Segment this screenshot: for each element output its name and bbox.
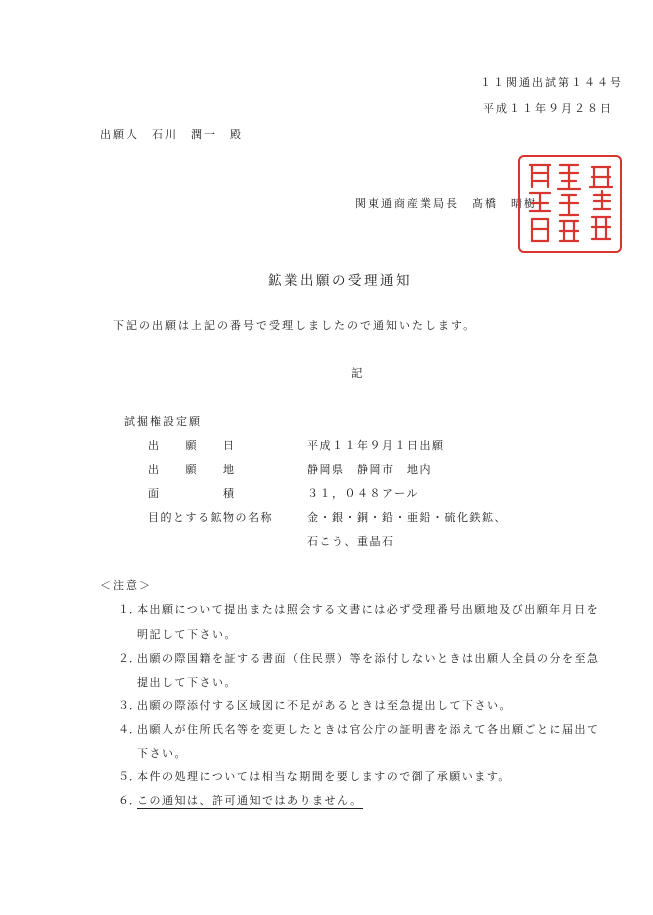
row-label-date: 出 願 日 bbox=[148, 439, 236, 452]
row-label-minerals: 目的とする鉱物の名称 bbox=[148, 511, 273, 524]
ki-mark: 記 bbox=[351, 366, 363, 380]
row-label-area: 面 積 bbox=[148, 487, 236, 500]
note-number: ６． bbox=[118, 794, 140, 807]
disclaimer-text: この通知は、許可通知ではありません。 bbox=[137, 794, 363, 807]
intro-text: 下記の出願は上記の番号で受理しましたので通知いたします。 bbox=[113, 319, 477, 332]
note-line-underlined bbox=[137, 792, 363, 808]
seal-icon bbox=[520, 157, 620, 251]
notes-heading: ＜注意＞ bbox=[100, 579, 152, 592]
note-line: 下さい。 bbox=[137, 747, 187, 760]
application-type: 試掘権設定願 bbox=[124, 415, 202, 428]
row-value-area: ３１，０４８アール bbox=[307, 487, 419, 500]
note-line: 提出して下さい。 bbox=[137, 676, 237, 689]
note-number: ３． bbox=[118, 699, 140, 712]
official-seal bbox=[518, 155, 622, 253]
document-title: 鉱業出願の受理通知 bbox=[268, 273, 412, 289]
issuer: 関東通商産業局長 髙橋 晴樹 bbox=[355, 197, 537, 210]
note-line: 出願人が住所氏名等を変更したときは官公庁の証明書を添えて各出願ごとに届出て bbox=[137, 723, 600, 736]
issue-date: 平成１１年９月２８日 bbox=[483, 102, 613, 115]
row-value-minerals: 金・銀・銅・鉛・亜鉛・硫化鉄鉱、 bbox=[307, 511, 507, 524]
note-number: ４． bbox=[118, 723, 140, 736]
note-line: 明記して下さい。 bbox=[137, 628, 237, 641]
row-value-location: 静岡県 静岡市 地内 bbox=[307, 463, 432, 476]
note-number: ２． bbox=[118, 652, 140, 665]
note-line: 本件の処理については相当な期間を要しますので御了承願います。 bbox=[137, 770, 511, 783]
doc-number: １１関通出試第１４４号 bbox=[480, 76, 623, 89]
note-line: 本出願について提出または照会する文書には必ず受理番号出願地及び出願年月日を bbox=[137, 603, 600, 616]
row-value-minerals-continued: 石こう、重晶石 bbox=[307, 535, 395, 548]
note-line: 出願の際添付する区域図に不足があるときは至急提出して下さい。 bbox=[137, 699, 512, 712]
note-line: 出願の際国籍を証する書面（住民票）等を添付しないときは出願人全員の分を至急 bbox=[137, 652, 600, 665]
recipient: 出願人 石川 潤一 殿 bbox=[100, 128, 243, 141]
note-number: １． bbox=[118, 603, 140, 616]
note-number: ５． bbox=[118, 770, 140, 783]
row-label-location: 出 願 地 bbox=[148, 463, 236, 476]
row-value-date: 平成１１年９月１日出願 bbox=[307, 439, 445, 452]
